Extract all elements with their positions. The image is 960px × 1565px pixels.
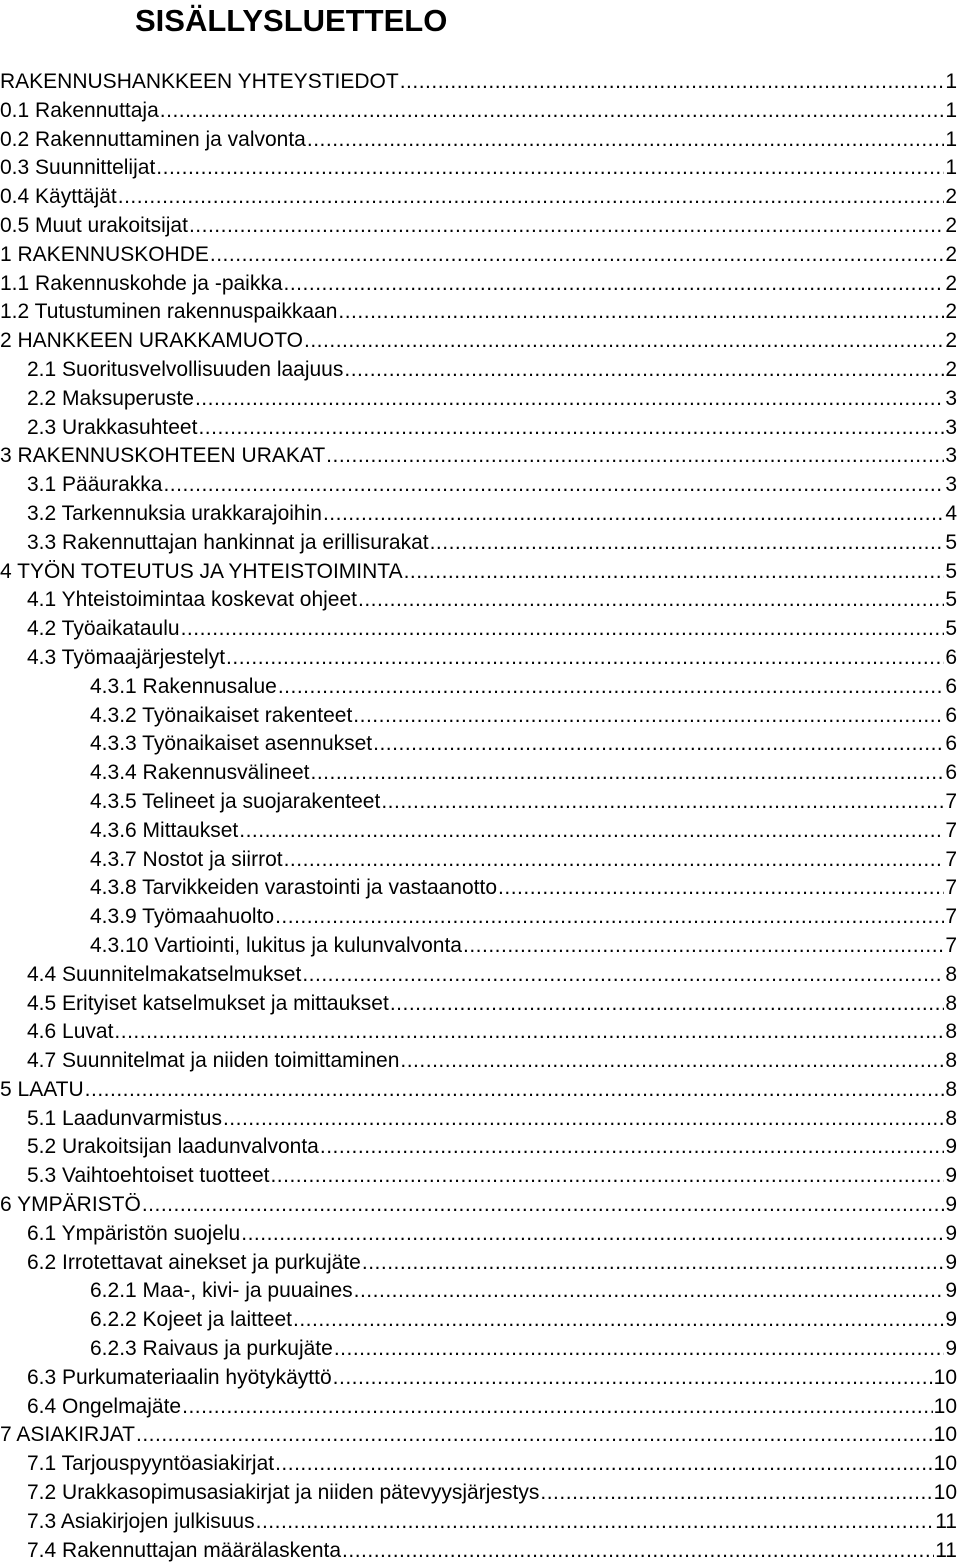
toc-entry-title: 4.3 Työmaajärjestelyt	[27, 645, 226, 669]
toc-entry[interactable]	[0, 1306, 957, 1335]
toc-page-number: 7	[945, 818, 957, 842]
toc-entry[interactable]	[0, 500, 957, 529]
toc-page-number: 8	[945, 1077, 957, 1101]
toc-page-number: 3	[945, 415, 957, 439]
page-title: SISÄLLYSLUETTELO	[135, 3, 448, 38]
toc-dot-leader	[195, 385, 944, 413]
toc-dot-leader	[323, 500, 944, 528]
toc-page-number: 11	[935, 1509, 957, 1533]
toc-entry[interactable]	[0, 644, 957, 673]
toc-page-number: 2	[945, 271, 957, 295]
toc-dot-leader	[210, 241, 944, 269]
toc-dot-leader	[181, 615, 945, 643]
toc-entry[interactable]	[0, 874, 957, 903]
toc-page-number: 3	[945, 473, 957, 497]
toc-entry[interactable]	[0, 97, 957, 126]
toc-entry[interactable]	[0, 68, 957, 97]
toc-dot-leader	[275, 903, 944, 931]
toc-entry[interactable]	[0, 817, 957, 846]
toc-page-number: 9	[945, 1279, 957, 1303]
toc-page-number: 2	[945, 213, 957, 237]
toc-dot-leader	[198, 414, 944, 442]
toc-dot-leader	[498, 874, 944, 902]
toc-dot-leader	[85, 1076, 945, 1104]
toc-entry-title: 2.1 Suoritusvelvollisuuden laajuus	[27, 357, 344, 381]
toc-dot-leader	[334, 1335, 945, 1363]
toc-entry-title: 7 ASIAKIRJAT	[0, 1423, 135, 1447]
toc-dot-leader	[241, 1220, 944, 1248]
toc-dot-leader	[284, 846, 945, 874]
toc-page-number: 1	[945, 156, 957, 180]
toc-entry-title: 4.3.4 Rakennusvälineet	[90, 761, 310, 785]
toc-entry-title: 4.3.1 Rakennusalue	[90, 674, 277, 698]
toc-entry-title: 4.3.9 Työmaahuolto	[90, 905, 275, 929]
toc-page-number: 10	[933, 1481, 957, 1505]
toc-entry[interactable]	[0, 385, 957, 414]
toc-page-number: 1	[945, 70, 957, 93]
toc-page-number: 2	[945, 357, 957, 381]
toc-entry-title: 3.2 Tarkennuksia urakkarajoihin	[27, 501, 322, 525]
toc-entry-title: 2.3 Urakkasuhteet	[27, 415, 198, 439]
toc-page-number: 10	[933, 1365, 957, 1389]
toc-entry-title: 3 RAKENNUSKOHTEEN URAKAT	[0, 444, 326, 468]
toc-dot-leader	[136, 1421, 933, 1449]
toc-page-number: 8	[945, 991, 957, 1015]
toc-page-number: 1	[945, 127, 957, 151]
toc-entry[interactable]	[0, 356, 957, 385]
toc-page-number: 7	[945, 789, 957, 813]
toc-entry-title: 7.1 Tarjouspyyntöasiakirjat	[27, 1452, 275, 1476]
toc-dot-leader	[311, 759, 945, 787]
toc-page-number: 9	[945, 1337, 957, 1361]
toc-page-number: 2	[945, 242, 957, 266]
toc-entry[interactable]	[0, 154, 957, 183]
toc-page-number: 6	[945, 761, 957, 785]
toc-entry[interactable]	[0, 1421, 957, 1450]
toc-entry-title: 6.2.3 Raivaus ja purkujäte	[90, 1337, 333, 1361]
toc-entry[interactable]	[0, 183, 957, 212]
toc-entry-title: 6.2.1 Maa-, kivi- ja puuaines	[90, 1279, 353, 1303]
toc-entry[interactable]	[0, 846, 957, 875]
toc-entry[interactable]	[0, 298, 957, 327]
toc-entry-title: 3.3 Rakennuttajan hankinnat ja erillisurakat	[27, 530, 429, 554]
toc-entry[interactable]	[0, 1018, 957, 1047]
toc-entry-title: 6.2.2 Kojeet ja laitteet	[90, 1308, 292, 1332]
toc-dot-leader	[390, 990, 945, 1018]
toc-entry-title: 5.2 Urakoitsijan laadunvalvonta	[27, 1135, 319, 1159]
toc-page-number: 9	[945, 1135, 957, 1159]
toc-entry-title: 4.7 Suunnitelmat ja niiden toimittaminen	[27, 1049, 400, 1073]
toc-dot-leader	[320, 1133, 944, 1161]
toc-dot-leader	[373, 730, 944, 758]
toc-entry[interactable]	[0, 126, 957, 155]
toc-entry[interactable]	[0, 212, 957, 241]
toc-dot-leader	[358, 586, 944, 614]
toc-dot-leader	[163, 471, 944, 499]
toc-dot-leader	[326, 442, 944, 470]
toc-entry-title: 2.2 Maksuperuste	[27, 386, 194, 410]
toc-entry-title: 0.5 Muut urakoitsijat	[0, 213, 188, 237]
toc-entry[interactable]	[0, 1364, 957, 1393]
toc-page-number: 10	[933, 1394, 957, 1418]
toc-page-number: 2	[945, 300, 957, 324]
toc-entry[interactable]	[0, 1335, 957, 1364]
toc-entry[interactable]	[0, 961, 957, 990]
toc-entry[interactable]	[0, 1508, 957, 1537]
toc-entry[interactable]	[0, 1047, 957, 1076]
toc-dot-leader	[189, 212, 944, 240]
toc-dot-leader	[307, 126, 944, 154]
toc-entry-title: 4.3.6 Mittaukset	[90, 818, 239, 842]
toc-entry[interactable]	[0, 1479, 957, 1508]
toc-page-number: 7	[945, 933, 957, 957]
toc-page-number: 6	[945, 703, 957, 727]
toc-entry[interactable]	[0, 1249, 957, 1278]
toc-entry-title: 1 RAKENNUSKOHDE	[0, 242, 209, 266]
toc-entry-title: 4.3.7 Nostot ja siirrot	[90, 847, 283, 871]
toc-entry-title: 4 TYÖN TOTEUTUS JA YHTEISTOIMINTA	[0, 559, 403, 583]
toc-dot-leader	[463, 932, 944, 960]
toc-entry-title: 4.1 Yhteistoimintaa koskevat ohjeet	[27, 588, 357, 612]
toc-entry-title: 0.2 Rakennuttaminen ja valvonta	[0, 127, 306, 151]
toc-entry[interactable]	[0, 270, 957, 299]
toc-dot-leader	[226, 644, 944, 672]
toc-entry-title: 4.2 Työaikataulu	[27, 617, 180, 641]
toc-entry[interactable]	[0, 673, 957, 702]
toc-page-number: 5	[945, 530, 957, 554]
toc-page-number: 7	[945, 847, 957, 871]
toc-page-number: 8	[945, 962, 957, 986]
toc-entry-title: 7.4 Rakennuttajan määrälaskenta	[27, 1538, 342, 1562]
toc-page-number: 5	[945, 588, 957, 612]
toc-dot-leader	[239, 817, 944, 845]
toc-entry[interactable]	[0, 1220, 957, 1249]
toc-dot-leader	[278, 673, 945, 701]
toc-dot-leader	[302, 961, 944, 989]
toc-entry[interactable]	[0, 932, 957, 961]
toc-entry-title: 0.3 Suunnittelijat	[0, 156, 156, 180]
toc-page-number: 8	[945, 1020, 957, 1044]
toc-dot-leader	[114, 1018, 944, 1046]
toc-dot-leader	[430, 529, 945, 557]
toc-dot-leader	[400, 68, 945, 96]
toc-page-number: 6	[945, 645, 957, 669]
toc-entry[interactable]	[0, 1162, 957, 1191]
toc-entry-title: 4.3.10 Vartiointi, lukitus ja kulunvalvonta	[90, 933, 462, 957]
toc-dot-leader	[223, 1105, 944, 1133]
toc-entry[interactable]	[0, 1133, 957, 1162]
toc-page-number: 3	[945, 386, 957, 410]
toc-entry[interactable]	[0, 586, 957, 615]
toc-entry[interactable]	[0, 471, 957, 500]
toc-dot-leader	[381, 788, 944, 816]
toc-entry[interactable]	[0, 903, 957, 932]
toc-entry[interactable]	[0, 558, 957, 587]
toc-entry-title: 5 LAATU	[0, 1077, 84, 1101]
toc-dot-leader	[275, 1450, 933, 1478]
toc-entry[interactable]	[0, 615, 957, 644]
toc-entry[interactable]	[0, 241, 957, 270]
toc-dot-leader	[338, 298, 944, 326]
toc-dot-leader	[182, 1393, 933, 1421]
toc-page-number: 9	[945, 1250, 957, 1274]
toc-page-number: 9	[945, 1221, 957, 1245]
toc-entry[interactable]	[0, 788, 957, 817]
toc-entry[interactable]	[0, 1393, 957, 1422]
toc-entry[interactable]	[0, 1277, 957, 1306]
toc-entry-title: 1.2 Tutustuminen rakennuspaikkaan	[0, 300, 338, 324]
toc-dot-leader	[344, 356, 944, 384]
toc-entry-title: 1.1 Rakennuskohde ja -paikka	[0, 271, 283, 295]
toc-entry-title: RAKENNUSHANKKEEN YHTEYSTIEDOT	[0, 70, 399, 93]
toc-page-number: 2	[945, 185, 957, 209]
toc-dot-leader	[354, 1277, 945, 1305]
toc-page-number: 5	[945, 559, 957, 583]
toc-entry-title: 4.3.8 Tarvikkeiden varastointi ja vastaanotto	[90, 876, 498, 900]
toc-dot-leader	[404, 558, 945, 586]
toc-dot-leader	[540, 1479, 932, 1507]
toc-entry-title: 3.1 Pääurakka	[27, 473, 163, 497]
toc-entry-title: 5.1 Laadunvarmistus	[27, 1106, 222, 1130]
toc-page-number: 8	[945, 1049, 957, 1073]
toc-entry-title: 6.3 Purkumateriaalin hyötykäyttö	[27, 1365, 332, 1389]
toc-entry[interactable]	[0, 442, 957, 471]
toc-entry-title: 4.3.2 Työnaikaiset rakenteet	[90, 703, 353, 727]
toc-dot-leader	[142, 1191, 944, 1219]
toc-entry[interactable]	[0, 990, 957, 1019]
toc-dot-leader	[160, 97, 945, 125]
toc-page-number: 6	[945, 674, 957, 698]
toc-page-number: 9	[945, 1193, 957, 1217]
table-of-contents	[0, 68, 957, 1565]
toc-entry[interactable]	[0, 1537, 957, 1565]
toc-entry[interactable]	[0, 759, 957, 788]
toc-dot-leader	[256, 1508, 935, 1536]
toc-entry-title: 6.2 Irrotettavat ainekset ja purkujäte	[27, 1250, 361, 1274]
toc-page-number: 2	[945, 329, 957, 353]
toc-entry-title: 4.4 Suunnitelmakatselmukset	[27, 962, 302, 986]
toc-page-number: 11	[935, 1538, 957, 1562]
toc-page-number: 10	[933, 1423, 957, 1447]
toc-entry-title: 4.3.3 Työnaikaiset asennukset	[90, 732, 373, 756]
toc-page-number: 7	[945, 905, 957, 929]
toc-entry-title: 4.3.5 Telineet ja suojarakenteet	[90, 789, 381, 813]
toc-dot-leader	[118, 183, 945, 211]
toc-entry[interactable]	[0, 1450, 957, 1479]
toc-entry-title: 0.4 Käyttäjät	[0, 185, 117, 209]
toc-page-number: 4	[945, 501, 957, 525]
toc-dot-leader	[156, 154, 944, 182]
toc-entry[interactable]	[0, 327, 957, 356]
toc-entry[interactable]	[0, 730, 957, 759]
toc-entry-title: 6.4 Ongelmajäte	[27, 1394, 182, 1418]
toc-dot-leader	[304, 327, 944, 355]
toc-entry[interactable]	[0, 702, 957, 731]
toc-dot-leader	[400, 1047, 944, 1075]
toc-dot-leader	[270, 1162, 944, 1190]
toc-entry-title: 4.5 Erityiset katselmukset ja mittaukset	[27, 991, 389, 1015]
toc-dot-leader	[342, 1537, 934, 1565]
toc-page-number: 9	[945, 1308, 957, 1332]
toc-entry-title: 6 YMPÄRISTÖ	[0, 1193, 141, 1217]
toc-entry-title: 0.1 Rakennuttaja	[0, 98, 159, 122]
toc-dot-leader	[333, 1364, 933, 1392]
toc-page-number: 1	[945, 98, 957, 122]
toc-page-number: 5	[945, 617, 957, 641]
toc-dot-leader	[353, 702, 944, 730]
toc-dot-leader	[362, 1249, 944, 1277]
toc-page-number: 9	[945, 1164, 957, 1188]
toc-entry-title: 5.3 Vaihtoehtoiset tuotteet	[27, 1164, 270, 1188]
toc-entry[interactable]	[0, 529, 957, 558]
toc-entry-title: 4.6 Luvat	[27, 1020, 114, 1044]
toc-page-number: 6	[945, 732, 957, 756]
toc-entry-title: 2 HANKKEEN URAKKAMUOTO	[0, 329, 304, 353]
toc-page-number: 10	[933, 1452, 957, 1476]
toc-entry-title: 7.2 Urakkasopimusasiakirjat ja niiden pätevyysjärjestys	[27, 1481, 540, 1505]
toc-page-number: 8	[945, 1106, 957, 1130]
toc-page-number: 7	[945, 876, 957, 900]
toc-entry[interactable]	[0, 1076, 957, 1105]
toc-page-number: 3	[945, 444, 957, 468]
toc-entry[interactable]	[0, 1191, 957, 1220]
toc-entry-title: 7.3 Asiakirjojen julkisuus	[27, 1509, 255, 1533]
toc-entry-title: 6.1 Ympäristön suojelu	[27, 1221, 241, 1245]
toc-dot-leader	[293, 1306, 944, 1334]
toc-dot-leader	[284, 270, 945, 298]
toc-entry[interactable]	[0, 414, 957, 443]
toc-entry[interactable]	[0, 1105, 957, 1134]
